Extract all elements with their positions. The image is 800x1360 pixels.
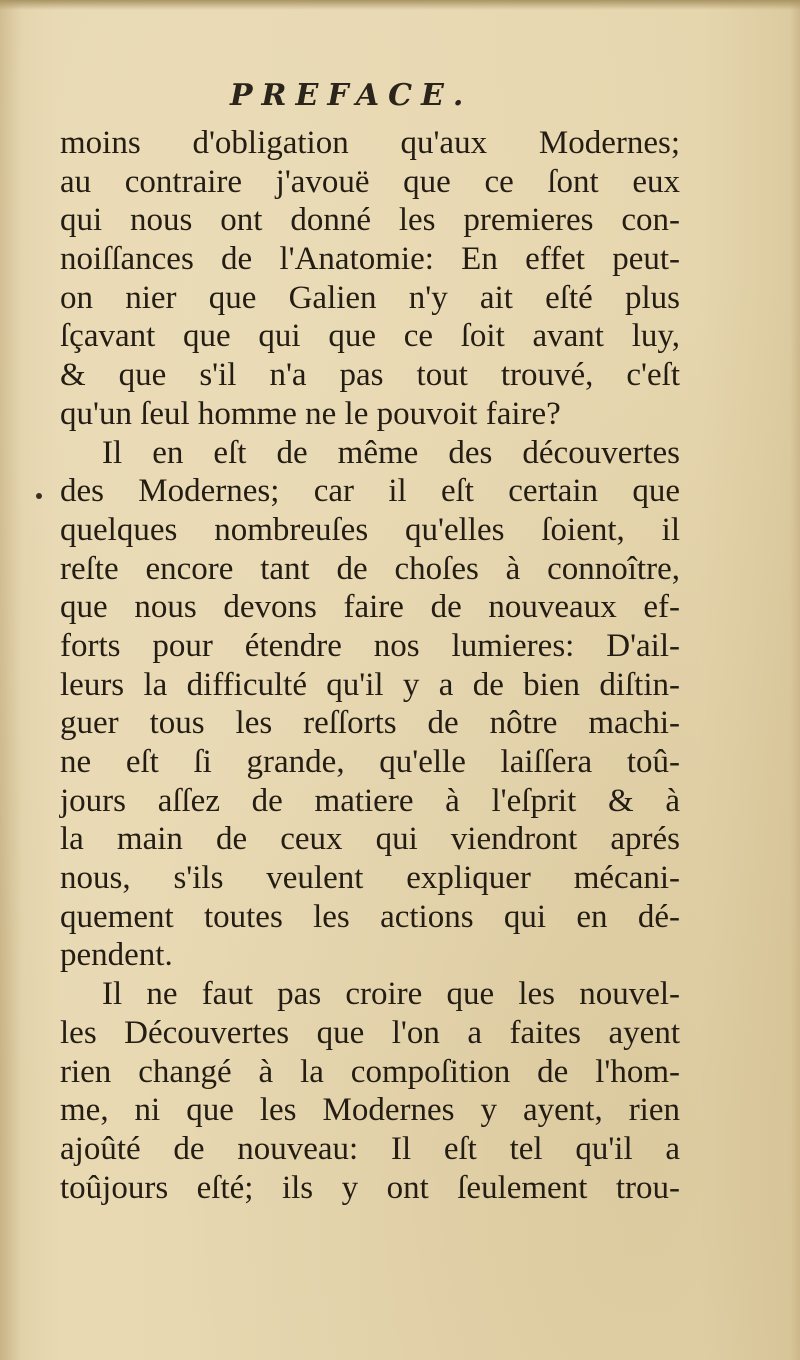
paragraph-start-line: Il en eſt de même des découvertes [102, 434, 680, 471]
running-head: PREFACE. [230, 78, 473, 113]
text-line: ajoûté de nouveau: Il eſt tel qu'il a [60, 1130, 680, 1167]
text-line: guer tous les reſſorts de nôtre machi- [60, 705, 680, 742]
text-line: les Découvertes que l'on a faites ayent [60, 1014, 680, 1051]
body-text [60, 124, 680, 1207]
text-line: qui nous ont donné les premieres con- [60, 202, 680, 239]
text-line: jours aſſez de matiere à l'eſprit & à [60, 782, 680, 819]
text-line: ſçavant que qui que ce ſoit avant luy, [60, 318, 680, 355]
text-line: leurs la difficulté qu'il y a de bien diſtin- [60, 666, 680, 703]
text-line: toûjours eſté; ils y ont ſeulement trou- [60, 1169, 680, 1206]
text-line: nous, s'ils veulent expliquer mécani- [60, 860, 680, 897]
text-line: reſte encore tant de choſes à connoître, [60, 550, 680, 587]
text-line: moins d'obligation qu'aux Modernes; [60, 125, 680, 161]
text-line: rien changé à la compoſition de l'hom- [60, 1053, 680, 1090]
text-line: quelques nombreuſes qu'elles ſoient, il [60, 511, 680, 548]
text-line: ne eſt ſi grande, qu'elle laiſſera toû- [60, 744, 680, 780]
text-line: la main de ceux qui viendront aprés [60, 821, 680, 858]
paragraph-start-line: Il ne faut pas croire que les nouvel- [102, 976, 680, 1013]
page-top-edge [0, 0, 800, 10]
text-line: au contraire j'avouë que ce ſont eux [60, 163, 680, 200]
text-line: pendent. [60, 937, 173, 974]
text-line: quement toutes les actions qui en dé- [60, 898, 680, 935]
text-line: on nier que Galien n'y ait eſté plus [60, 279, 680, 316]
text-line: qu'un ſeul homme ne le pouvoit faire? [60, 395, 561, 432]
text-line: me, ni que les Modernes y ayent, rien [60, 1092, 680, 1129]
text-line: forts pour étendre nos lumieres: D'ail- [60, 627, 680, 664]
text-line: noiſſances de l'Anatomie: En effet peut- [60, 241, 680, 278]
text-line: des Modernes; car il eſt certain que [60, 473, 680, 510]
margin-mark [36, 493, 42, 499]
text-line: que nous devons faire de nouveaux ef- [60, 589, 680, 626]
text-line: & que s'il n'a pas tout trouvé, c'eſt [60, 357, 680, 394]
